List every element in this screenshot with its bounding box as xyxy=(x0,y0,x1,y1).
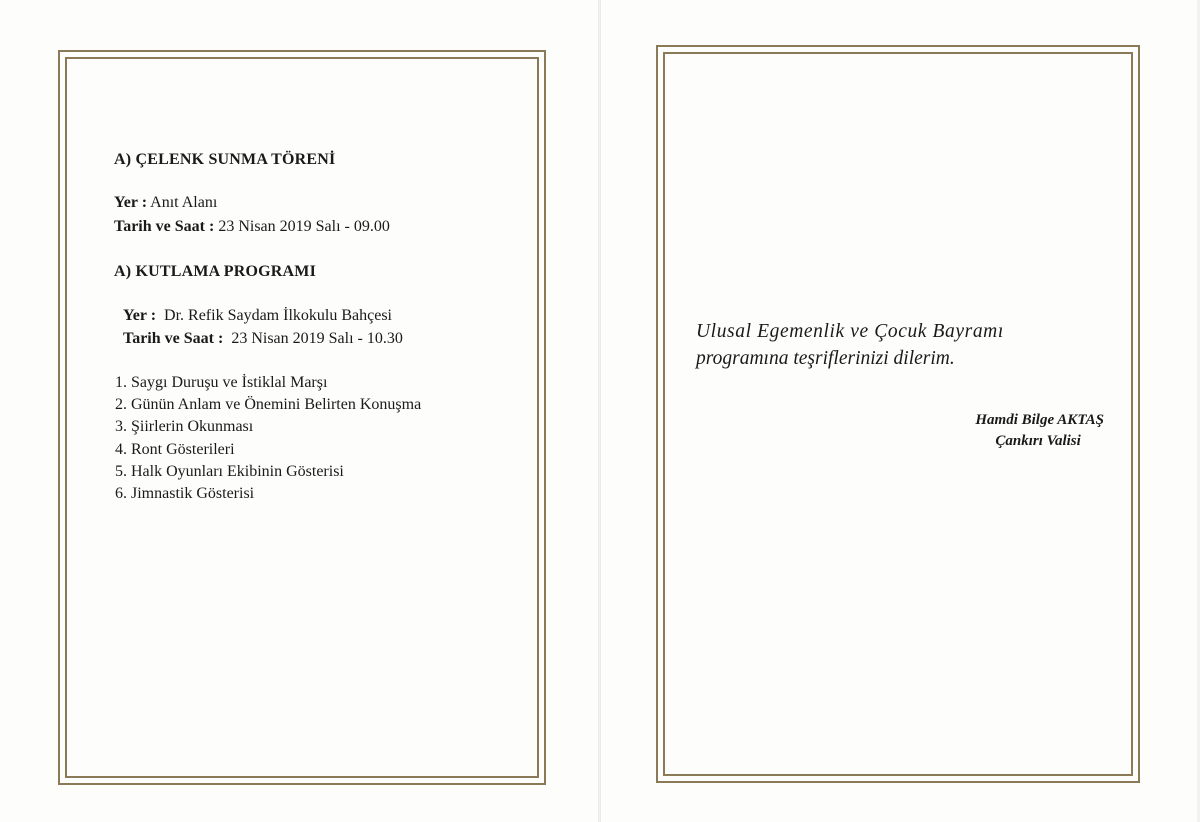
signer-name: Hamdi Bilge AKTAŞ xyxy=(975,412,1104,428)
program-item: 2. Günün Anlam ve Önemini Belirten Konuşma xyxy=(115,396,422,414)
program-item: 6. Jimnastik Gösterisi xyxy=(115,485,255,503)
wreath-datetime-value: 23 Nisan 2019 Salı - 09.00 xyxy=(218,218,390,235)
program-item: 4. Ront Gösterileri xyxy=(115,440,235,458)
wreath-datetime-line xyxy=(114,217,390,237)
program-item: 3. Şiirlerin Okunması xyxy=(115,418,254,436)
invitation-line-1: Ulusal Egemenlik ve Çocuk Bayramı xyxy=(696,321,1004,342)
wreath-datetime-label: Tarih ve Saat : xyxy=(114,218,215,235)
celebration-place-label: Yer : xyxy=(123,307,157,324)
invitation-text xyxy=(696,318,1004,372)
celebration-place-value: Dr. Refik Saydam İlkokulu Bahçesi xyxy=(164,307,392,324)
program-item: 1. Saygı Duruşu ve İstiklal Marşı xyxy=(115,374,328,391)
program-list xyxy=(115,372,421,505)
signer-title: Çankırı Valisi xyxy=(995,433,1081,449)
invitation-line-2: programına teşriflerinizi dilerim. xyxy=(696,348,955,369)
celebration-datetime-value: 23 Nisan 2019 Salı - 10.30 xyxy=(231,330,403,347)
signature-block xyxy=(975,410,1104,452)
celebration-datetime-label: Tarih ve Saat : xyxy=(123,330,224,347)
program-item: 5. Halk Oyunları Ekibinin Gösterisi xyxy=(115,462,344,480)
wreath-place-label: Yer : xyxy=(114,194,148,211)
wreath-place-value: Anıt Alanı xyxy=(150,194,218,211)
celebration-datetime-line xyxy=(123,329,403,349)
wreath-ceremony-heading: A) ÇELENK SUNMA TÖRENİ xyxy=(114,151,336,168)
celebration-place-line xyxy=(123,306,392,326)
celebration-program-heading: A) KUTLAMA PROGRAMI xyxy=(114,263,317,280)
wreath-place-line xyxy=(114,193,217,213)
